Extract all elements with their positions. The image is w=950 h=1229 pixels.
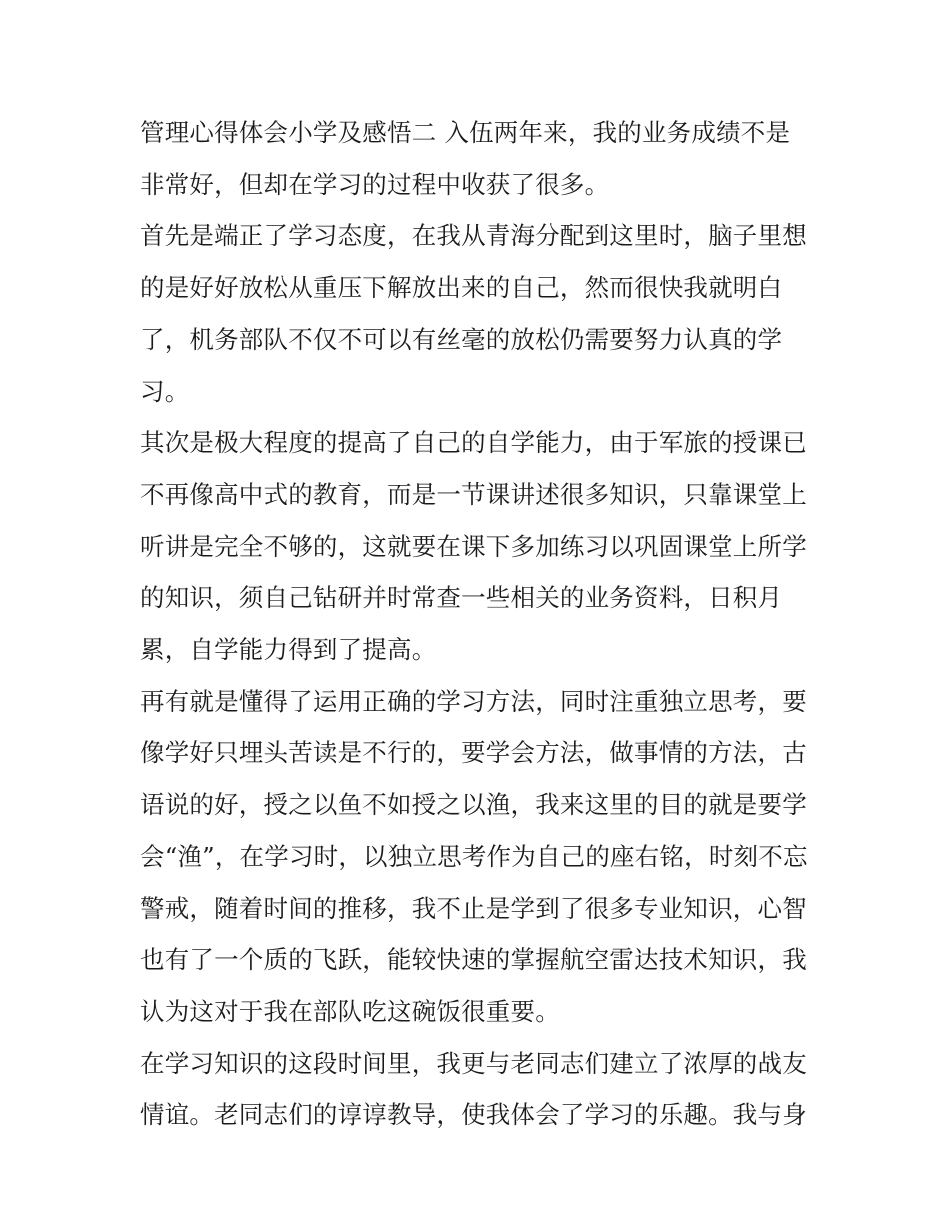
text-line: 情谊。老同志们的谆谆教导，使我体会了学习的乐趣。我与身 [140, 1100, 807, 1130]
text-line: 认为这对于我在部队吃这碗饭很重要。 [140, 996, 560, 1026]
text-line: 听讲是完全不够的，这就要在课下多加练习以巩固课堂上所学 [140, 531, 807, 561]
text-line: 在学习知识的这段时间里，我更与老同志们建立了浓厚的战友 [140, 1048, 807, 1078]
text-line: 的知识，须自己钻研并时常查一些相关的业务资料，日积月 [140, 583, 783, 613]
text-line: 警戒，随着时间的推移，我不止是学到了很多专业知识，心智 [140, 893, 807, 923]
text-line: 了，机务部队不仅不可以有丝毫的放松仍需要努力认真的学 [140, 324, 783, 354]
text-line: 非常好，但却在学习的过程中收获了很多。 [140, 169, 610, 199]
text-line: 再有就是懂得了运用正确的学习方法，同时注重独立思考，要 [140, 686, 807, 716]
text-line: 累，自学能力得到了提高。 [140, 635, 437, 665]
text-line: 像学好只埋头苦读是不行的，要学会方法，做事情的方法，古 [140, 738, 807, 768]
text-line: 不再像高中式的教育，而是一节课讲述很多知识，只靠课堂上 [140, 479, 807, 509]
text-line: 语说的好，授之以鱼不如授之以渔，我来这里的目的就是要学 [140, 790, 807, 820]
text-line: 会“渔”，在学习时，以独立思考作为自己的座右铭，时刻不忘 [140, 841, 808, 871]
text-line: 也有了一个质的飞跃，能较快速的掌握航空雷达技术知识，我 [140, 945, 807, 975]
text-line: 管理心得体会小学及感悟二 入伍两年来，我的业务成绩不是 [140, 118, 791, 147]
text-line: 习。 [140, 376, 190, 406]
text-line: 其次是极大程度的提高了自己的自学能力，由于军旅的授课已 [140, 428, 807, 458]
text-line: 的是好好放松从重压下解放出来的自己，然而很快我就明白 [140, 273, 783, 303]
document-body [140, 107, 820, 1141]
text-line: 首先是端正了学习态度，在我从青海分配到这里时，脑子里想 [140, 221, 807, 251]
